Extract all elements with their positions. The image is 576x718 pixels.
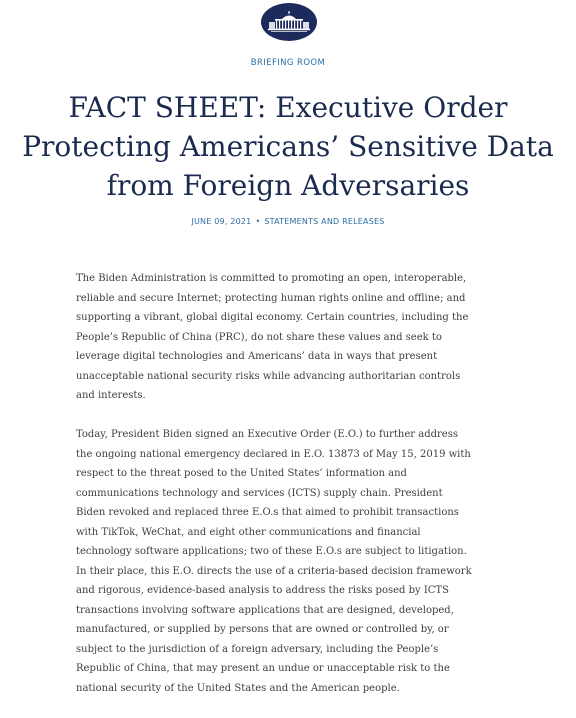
body-line: the ongoing national emergency declared in E.O. 13873 of May 15, 2019 with [76,448,471,460]
body-line: communications technology and services (ICTS) supply chain. President [76,487,443,499]
publish-date: JUNE 09, 2021 [191,217,252,226]
paragraph-1 [76,269,506,406]
body-line: manufactured, or supplied by persons that are owned or controlled by, or [76,624,449,635]
body-line: and interests. [76,390,146,401]
category-link[interactable]: STATEMENTS AND RELEASES [264,217,385,226]
body-line: national security of the United States and the American people. [76,682,400,694]
white-house-logo[interactable] [261,3,317,41]
title-line: FACT SHEET: Executive Order [68,91,508,124]
white-house-seal-icon [267,8,311,36]
article-meta [0,216,576,227]
body-line: The Biden Administration is committed to promoting an open, interoperable, [76,273,467,284]
title-line: Protecting Americans’ Sensitive Data [22,130,554,163]
body-line: Biden revoked and replaced three E.O.s that aimed to prohibit transactions [76,507,459,518]
body-line: unacceptable national security risks while advancing authoritarian controls [76,370,461,382]
body-line: with TikTok, WeChat, and eight other communications and financial [76,526,421,538]
body-line: technology software applications; two of these E.O.s are subject to litigation. [76,546,467,557]
body-line: Today, President Biden signed an Executive Order (E.O.) to further address [76,429,458,440]
meta-separator: • [255,217,261,226]
body-line: respect to the threat posed to the United States’ information and [76,468,407,479]
title-line: from Foreign Adversaries [106,169,470,202]
paragraph-2 [76,425,506,698]
body-line: reliable and secure Internet; protecting human rights online and offline; and [76,292,466,304]
body-line: subject to the jurisdiction of a foreign adversary, including the People’s [76,643,439,655]
article-body [76,269,506,718]
body-line: supporting a vibrant, global digital economy. Certain countries, including the [76,312,469,323]
body-line: Republic of China, that may present an undue or unacceptable risk to the [76,663,450,674]
body-line: leverage digital technologies and Americans’ data in ways that present [76,351,438,362]
body-line: People’s Republic of China (PRC), do not share these values and seek to [76,331,442,343]
body-line: transactions involving software applications that are designed, developed, [76,604,454,616]
body-line: and rigorous, evidence-based analysis to address the risks posed by ICTS [76,585,449,596]
page-title [0,88,576,205]
section-label-briefing-room[interactable]: BRIEFING ROOM [250,58,326,68]
body-line: In their place, this E.O. directs the use of a criteria-based decision framework [76,565,472,577]
